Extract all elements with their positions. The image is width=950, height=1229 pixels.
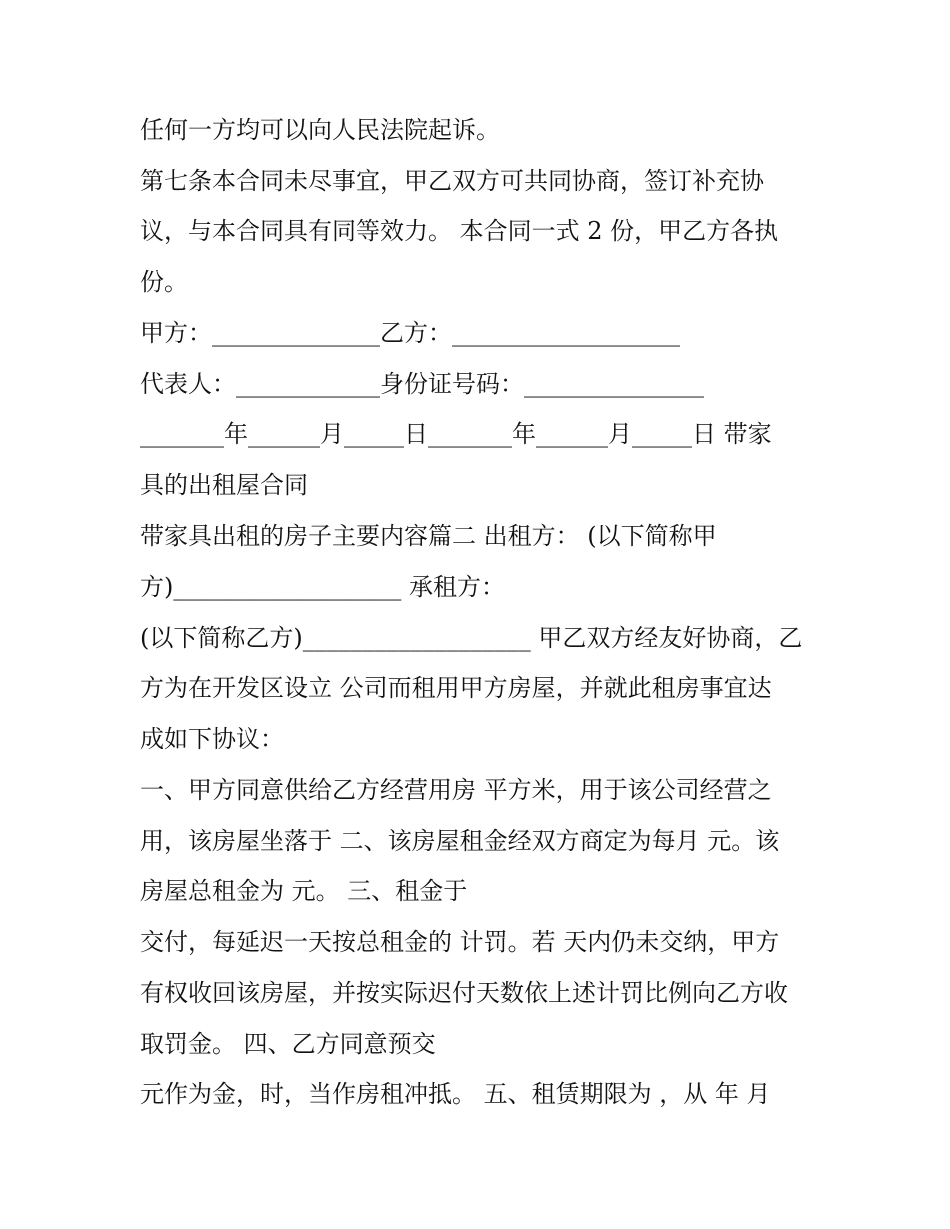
text-line: 具的出租屋合同 (140, 471, 308, 499)
text-line: 方)___________________ 承租方： (140, 573, 505, 601)
section-heading: 带家具出租的房子主要内容篇二 出租方： (以下简称甲 (140, 522, 717, 550)
text-line: 议，与本合同具有同等效力。 本合同一式 2 份，甲乙方各执 (140, 217, 779, 245)
text-line: 任何一方均可以向人民法院起诉。 (140, 116, 500, 144)
text-line: (以下简称乙方)___________________ 甲乙双方经友好协商，乙 (140, 624, 803, 652)
text-line: 交付，每延迟一天按总租金的 计罚。若 天内仍未交纳，甲方 (140, 928, 780, 956)
date-line: _______年______月_____日_______年______月_____日 带家 (140, 420, 772, 448)
text-line: 一、甲方同意供给乙方经营用房 平方米，用于该公司经营之 (140, 776, 772, 804)
text-line: 方为在开发区设立 公司而租用甲方房屋，并就此租房事宜达 (140, 674, 772, 702)
text-line: 第七条本合同未尽事宜，甲乙双方可共同协商，签订补充协 (140, 167, 764, 195)
signature-line-parties: 甲方：______________乙方：___________________ (140, 319, 680, 347)
text-line: 份。 (140, 268, 188, 296)
text-line: 房屋总租金为 元。 三、租金于 (140, 877, 468, 905)
text-line: 成如下协议： (140, 725, 284, 753)
text-line: 取罚金。 四、乙方同意预交 (140, 1030, 436, 1058)
text-line: 元作为金，时，当作房租冲抵。 五、租赁期限为 ，从 年 月 (140, 1080, 771, 1108)
text-line: 有权收回该房屋，并按实际迟付天数依上述计罚比例向乙方收 (140, 979, 788, 1007)
text-line: 用，该房屋坐落于 二、该房屋租金经双方商定为每月 元。该 (140, 827, 780, 855)
signature-line-representative: 代表人：____________身份证号码：_______________ (140, 370, 704, 398)
